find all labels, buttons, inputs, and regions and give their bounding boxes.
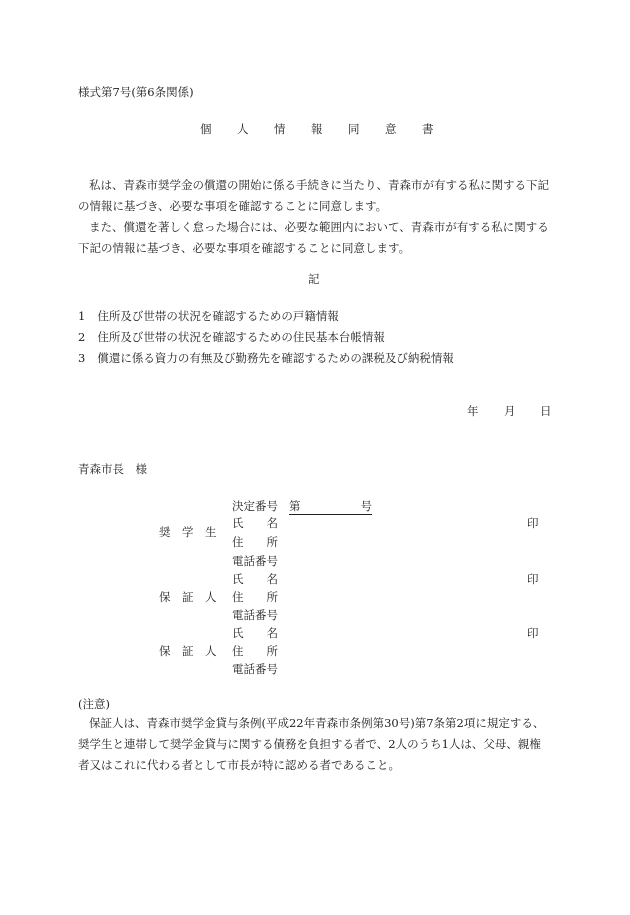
- list-item: [78, 311, 339, 323]
- decision-number-field: [289, 501, 372, 515]
- date-day: 日: [540, 404, 552, 418]
- title-char: 報: [311, 122, 323, 136]
- guarantor2-phone-label: 電話番号: [232, 662, 278, 676]
- page-title: [200, 124, 434, 136]
- guarantor2-name-label: 氏 名: [232, 626, 278, 640]
- item-text: 住所及び世帯の状況を確認するための住民基本台帳情報: [97, 330, 385, 344]
- student-name-label: 氏 名: [232, 516, 278, 530]
- form-number: 様式第7号(第6条関係): [78, 85, 194, 99]
- title-char: 書: [422, 122, 434, 136]
- guarantor2-seal: 印: [527, 626, 539, 640]
- guarantor2-label: 保 証 人: [159, 644, 217, 658]
- list-item: [78, 332, 385, 344]
- guarantor1-phone-label: 電話番号: [232, 608, 278, 622]
- consent-paragraph-2: また、償還を著しく怠った場合には、必要な範囲内において、青森市が有する私に関する下記の情報に基づき、必要な事項を確認することに同意します。: [78, 220, 549, 255]
- guarantor1-seal: 印: [527, 572, 539, 586]
- guarantor1-name-label: 氏 名: [232, 572, 278, 586]
- student-address-label: 住 所: [232, 535, 278, 549]
- title-char: 意: [385, 122, 397, 136]
- title-char: 同: [348, 122, 360, 136]
- decision-suffix: 号: [360, 499, 372, 513]
- addressee: 青森市長 様: [78, 462, 147, 476]
- student-phone-label: 電話番号: [232, 554, 278, 568]
- decision-number-label: 決定番号: [232, 499, 278, 513]
- consent-paragraph-1: 私は、青森市奨学金の償還の開始に係る手続きに当たり、青森市が有する私に関する下記の情報に基づき、必要な事項を確認することに同意します。: [78, 178, 549, 213]
- title-char: 人: [237, 122, 249, 136]
- date-month: 月: [504, 404, 516, 418]
- note-text: 保証人は、青森市奨学金貸与条例(平成22年青森市条例第30号)第7条第2項に規定する、奨学生と連帯して奨学金貸与に関する債務を負担する者で、2人のうち1人は、父母、親権者又はこれに代わる者として市長が特に認める者であること。: [78, 716, 545, 772]
- date-year: 年: [467, 404, 479, 418]
- note-heading: (注意): [78, 697, 110, 711]
- list-item: [78, 353, 454, 365]
- student-seal: 印: [527, 516, 539, 530]
- title-char: 個: [200, 122, 212, 136]
- decision-prefix: 第: [289, 499, 301, 513]
- item-number: 1: [78, 309, 86, 323]
- guarantor2-address-label: 住 所: [232, 644, 278, 658]
- item-text: 住所及び世帯の状況を確認するための戸籍情報: [97, 309, 339, 323]
- guarantor1-address-label: 住 所: [232, 590, 278, 604]
- ki-heading: 記: [308, 272, 320, 286]
- title-char: 情: [274, 122, 286, 136]
- item-number: 3: [78, 351, 86, 365]
- item-number: 2: [78, 330, 86, 344]
- item-text: 償還に係る資力の有無及び勤務先を確認するための課税及び納税情報: [97, 351, 454, 365]
- student-label: 奨 学 生: [159, 525, 217, 539]
- guarantor1-label: 保 証 人: [159, 590, 217, 604]
